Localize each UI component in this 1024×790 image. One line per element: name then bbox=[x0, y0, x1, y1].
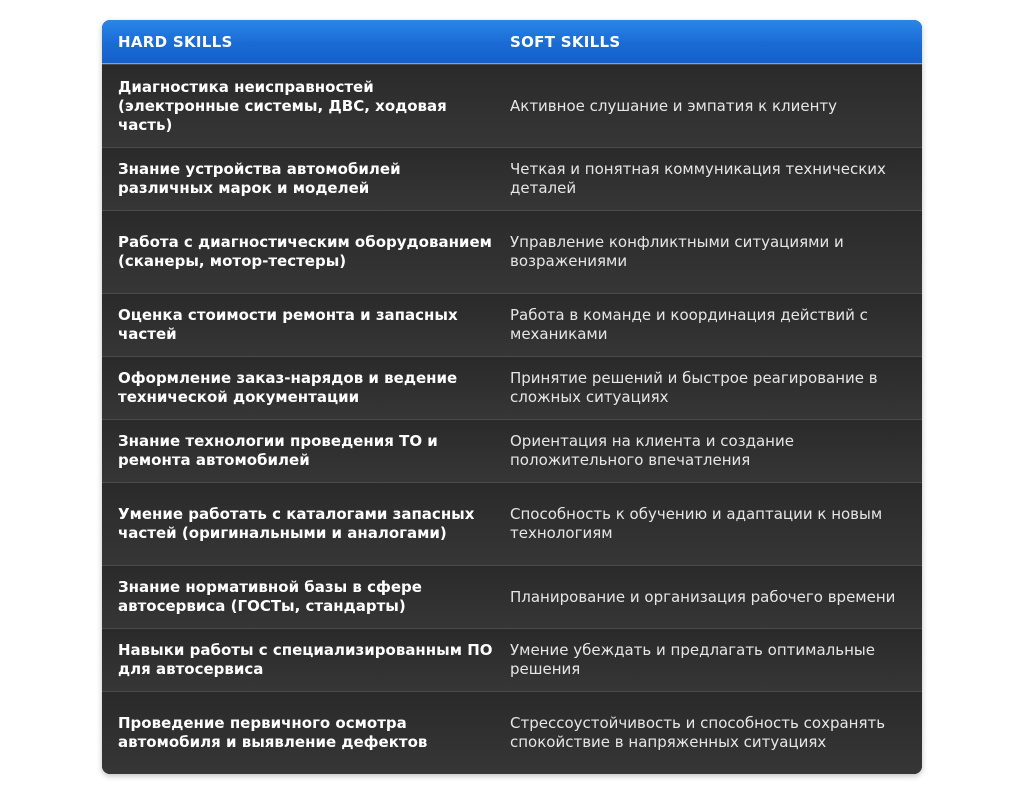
table-row bbox=[102, 147, 922, 210]
soft-skill-cell: Управление конфликтными ситуациями и возражениями bbox=[510, 233, 844, 270]
hard-skill-cell: Знание технологии проведения ТО и ремонта автомобилей bbox=[118, 432, 438, 469]
table-row bbox=[102, 419, 922, 482]
soft-skill-cell: Принятие решений и быстрое реагирование в сложных ситуациях bbox=[510, 369, 878, 406]
header-soft-skills: SOFT SKILLS bbox=[510, 32, 621, 51]
hard-skill-cell: Знание устройства автомобилей различных марок и моделей bbox=[118, 160, 401, 197]
table-row bbox=[102, 64, 922, 147]
table-row bbox=[102, 691, 922, 774]
skills-table bbox=[102, 20, 922, 774]
soft-skill-cell: Планирование и организация рабочего времени bbox=[510, 587, 896, 606]
hard-skill-cell: Навыки работы с специализированным ПО для автосервиса bbox=[118, 641, 493, 678]
hard-skill-cell: Оформление заказ-нарядов и ведение технической документации bbox=[118, 369, 458, 406]
soft-skill-cell: Активное слушание и эмпатия к клиенту bbox=[510, 96, 838, 115]
hard-skill-cell: Проведение первичного осмотра автомобиля и выявление дефектов bbox=[118, 714, 428, 751]
hard-skill-cell: Умение работать с каталогами запасных частей (оригинальными и аналогами) bbox=[118, 505, 475, 542]
table-row bbox=[102, 628, 922, 691]
soft-skill-cell: Ориентация на клиента и создание положительного впечатления bbox=[510, 432, 794, 469]
table-row bbox=[102, 356, 922, 419]
soft-skill-cell: Работа в команде и координация действий с механиками bbox=[510, 306, 868, 343]
hard-skill-cell: Диагностика неисправностей (электронные системы, ДВС, ходовая часть) bbox=[118, 77, 447, 134]
soft-skill-cell: Стрессоустойчивость и способность сохранять спокойствие в напряженных ситуациях bbox=[510, 714, 886, 751]
table-row bbox=[102, 210, 922, 293]
soft-skill-cell: Способность к обучению и адаптации к новым технологиям bbox=[510, 505, 883, 542]
hard-skill-cell: Оценка стоимости ремонта и запасных частей bbox=[118, 306, 458, 343]
table-row bbox=[102, 482, 922, 565]
table-row bbox=[102, 565, 922, 628]
soft-skill-cell: Умение убеждать и предлагать оптимальные решения bbox=[510, 641, 875, 678]
hard-skill-cell: Работа с диагностическим оборудованием (сканеры, мотор-тестеры) bbox=[118, 233, 492, 270]
hard-skill-cell: Знание нормативной базы в сфере автосервиса (ГОСТы, стандарты) bbox=[118, 578, 422, 615]
table-header bbox=[102, 20, 922, 64]
header-hard-skills: HARD SKILLS bbox=[118, 32, 233, 51]
soft-skill-cell: Четкая и понятная коммуникация технических деталей bbox=[510, 160, 886, 197]
table-row bbox=[102, 293, 922, 356]
